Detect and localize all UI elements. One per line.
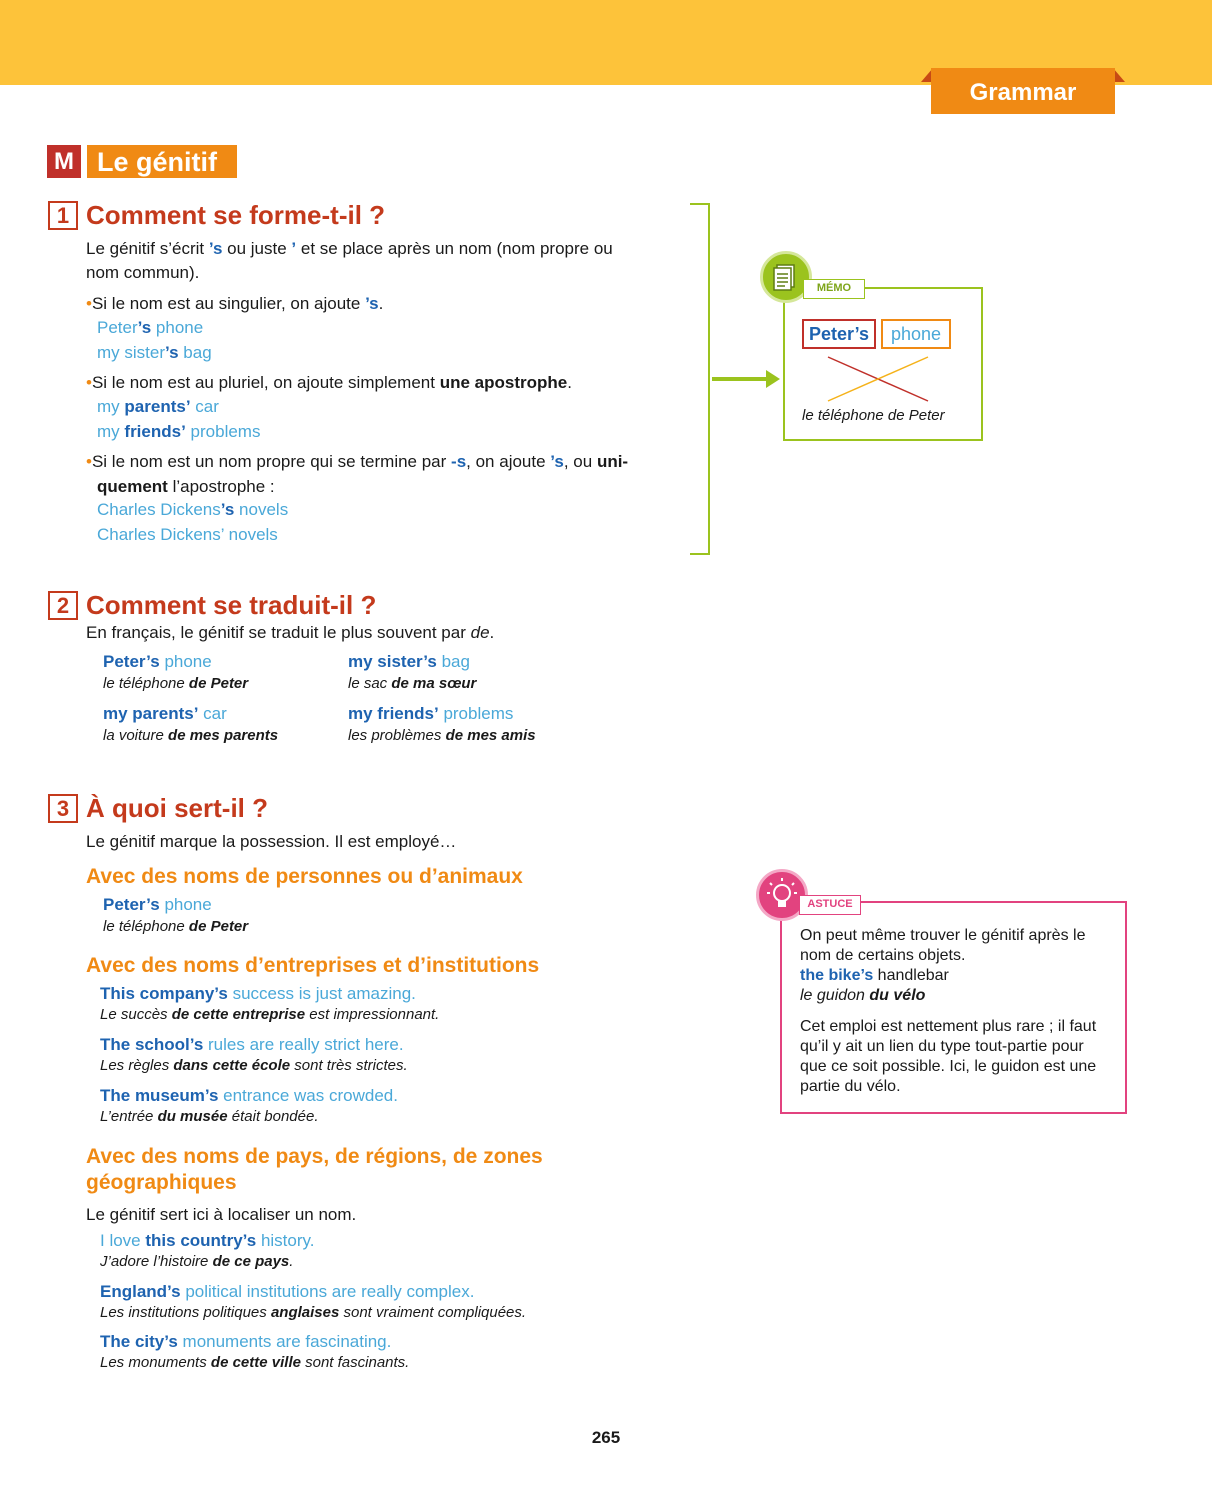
countries-translation-2: Les institutions politiques anglaises sont vraiment compliquées. (100, 1304, 527, 1321)
subheading-companies: Avec des noms d’entreprises et d’institutions (86, 954, 540, 977)
astuce-p2-line4: partie du vélo. (800, 1078, 901, 1095)
subheading-countries-line1: Avec des noms de pays, de régions, de zones (86, 1145, 543, 1168)
astuce-example: the bike’s handlebar (800, 967, 949, 984)
astuce-p2-line2: qu’il y ait un lien du type tout-partie pour (800, 1038, 1084, 1055)
page-title: Le génitif (87, 145, 237, 178)
countries-example-2: England’s political institutions are really complex. (100, 1282, 475, 1301)
memo-label: MÉMO (803, 279, 865, 299)
persons-translation: le téléphone de Peter (103, 918, 249, 935)
translation-example-1: Peter’s phone (103, 652, 212, 671)
memo-arrow-head (766, 370, 780, 388)
section-1-heading (48, 200, 385, 231)
companies-translation-1: Le succès de cette entreprise est impressionnant. (100, 1006, 440, 1023)
memo-translation: le téléphone de Peter (802, 407, 945, 424)
countries-translation-1: J’adore l’histoire de ce pays. (100, 1253, 294, 1270)
translation-1: le téléphone de Peter (103, 675, 249, 692)
section-3-number: 3 (48, 794, 78, 823)
section-1-bracket (690, 203, 710, 555)
rule-3-line2: quement l’apostrophe : (97, 477, 275, 496)
grammar-tab-label: Grammar (931, 68, 1115, 114)
section-2-number: 2 (48, 591, 78, 620)
rule-2: •Si le nom est au pluriel, on ajoute simplement une apostrophe. (86, 373, 572, 392)
example-2b: my friends’ problems (97, 422, 261, 441)
astuce-p2-line3: que ce soit possible. Ici, le guidon est une (800, 1058, 1097, 1075)
countries-intro: Le génitif sert ici à localiser un nom. (86, 1205, 357, 1224)
example-2a: my parents’ car (97, 397, 219, 416)
page-number: 265 (591, 1428, 621, 1447)
translation-2: le sac de ma sœur (348, 675, 477, 692)
translation-4: les problèmes de mes amis (348, 727, 536, 744)
example-1b: my sister’s bag (97, 343, 212, 362)
countries-example-3: The city’s monuments are fascinating. (100, 1332, 392, 1351)
memo-word-phone: phone (881, 319, 951, 349)
example-3a: Charles Dickens’s novels (97, 500, 289, 519)
memo-word-peters: Peter’s (802, 319, 876, 349)
subheading-countries-line2: géographiques (86, 1171, 237, 1194)
grammar-tab (921, 68, 1125, 116)
astuce-label: ASTUCE (799, 895, 861, 915)
section-3-heading (48, 793, 268, 824)
memo-arrow-shaft (712, 377, 772, 381)
section-3-intro: Le génitif marque la possession. Il est employé… (86, 832, 457, 851)
section-2-intro: En français, le génitif se traduit le plus souvent par de. (86, 623, 495, 642)
chapter-letter: M (47, 145, 81, 178)
section-2-title: Comment se traduit-il ? (86, 590, 377, 620)
translation-example-3: my parents’ car (103, 704, 227, 723)
section-1-title: Comment se forme-t-il ? (86, 200, 386, 230)
persons-example: Peter’s phone (103, 895, 212, 914)
companies-example-3: The museum’s entrance was crowded. (100, 1086, 398, 1105)
rule-3-line1: •Si le nom est un nom propre qui se termine par -s, on ajoute ’s, ou uni- (86, 452, 629, 471)
astuce-translation: le guidon du vélo (800, 987, 926, 1004)
translation-3: la voiture de mes parents (103, 727, 279, 744)
section-1-number: 1 (48, 201, 78, 230)
astuce-p1-line2: nom de certains objets. (800, 947, 966, 964)
memo-swap-cross (826, 355, 932, 405)
astuce-p1-line1: On peut même trouver le génitif après le (800, 927, 1086, 944)
companies-example-1: This company’s success is just amazing. (100, 984, 416, 1003)
section-3-title: À quoi sert-il ? (86, 793, 268, 823)
section-2-heading (48, 590, 376, 621)
countries-example-1: I love this country’s history. (100, 1231, 315, 1250)
section-1-intro-line2: nom commun). (86, 263, 200, 282)
rule-1: •Si le nom est au singulier, on ajoute ’s. (86, 294, 384, 313)
companies-translation-2: Les règles dans cette école sont très strictes. (100, 1057, 408, 1074)
companies-example-2: The school’s rules are really strict here. (100, 1035, 404, 1054)
translation-example-2: my sister’s bag (348, 652, 470, 671)
example-3b: Charles Dickens’ novels (97, 525, 278, 544)
translation-example-4: my friends’ problems (348, 704, 514, 723)
companies-translation-3: L’entrée du musée était bondée. (100, 1108, 319, 1125)
subheading-persons: Avec des noms de personnes ou d’animaux (86, 865, 523, 888)
astuce-p2-line1: Cet emploi est nettement plus rare ; il faut (800, 1018, 1097, 1035)
example-1a: Peter’s phone (97, 318, 204, 337)
section-1-intro-line1: Le génitif s’écrit ’s ou juste ’ et se place après un nom (nom propre ou (86, 239, 613, 258)
countries-translation-3: Les monuments de cette ville sont fascinants. (100, 1354, 410, 1371)
